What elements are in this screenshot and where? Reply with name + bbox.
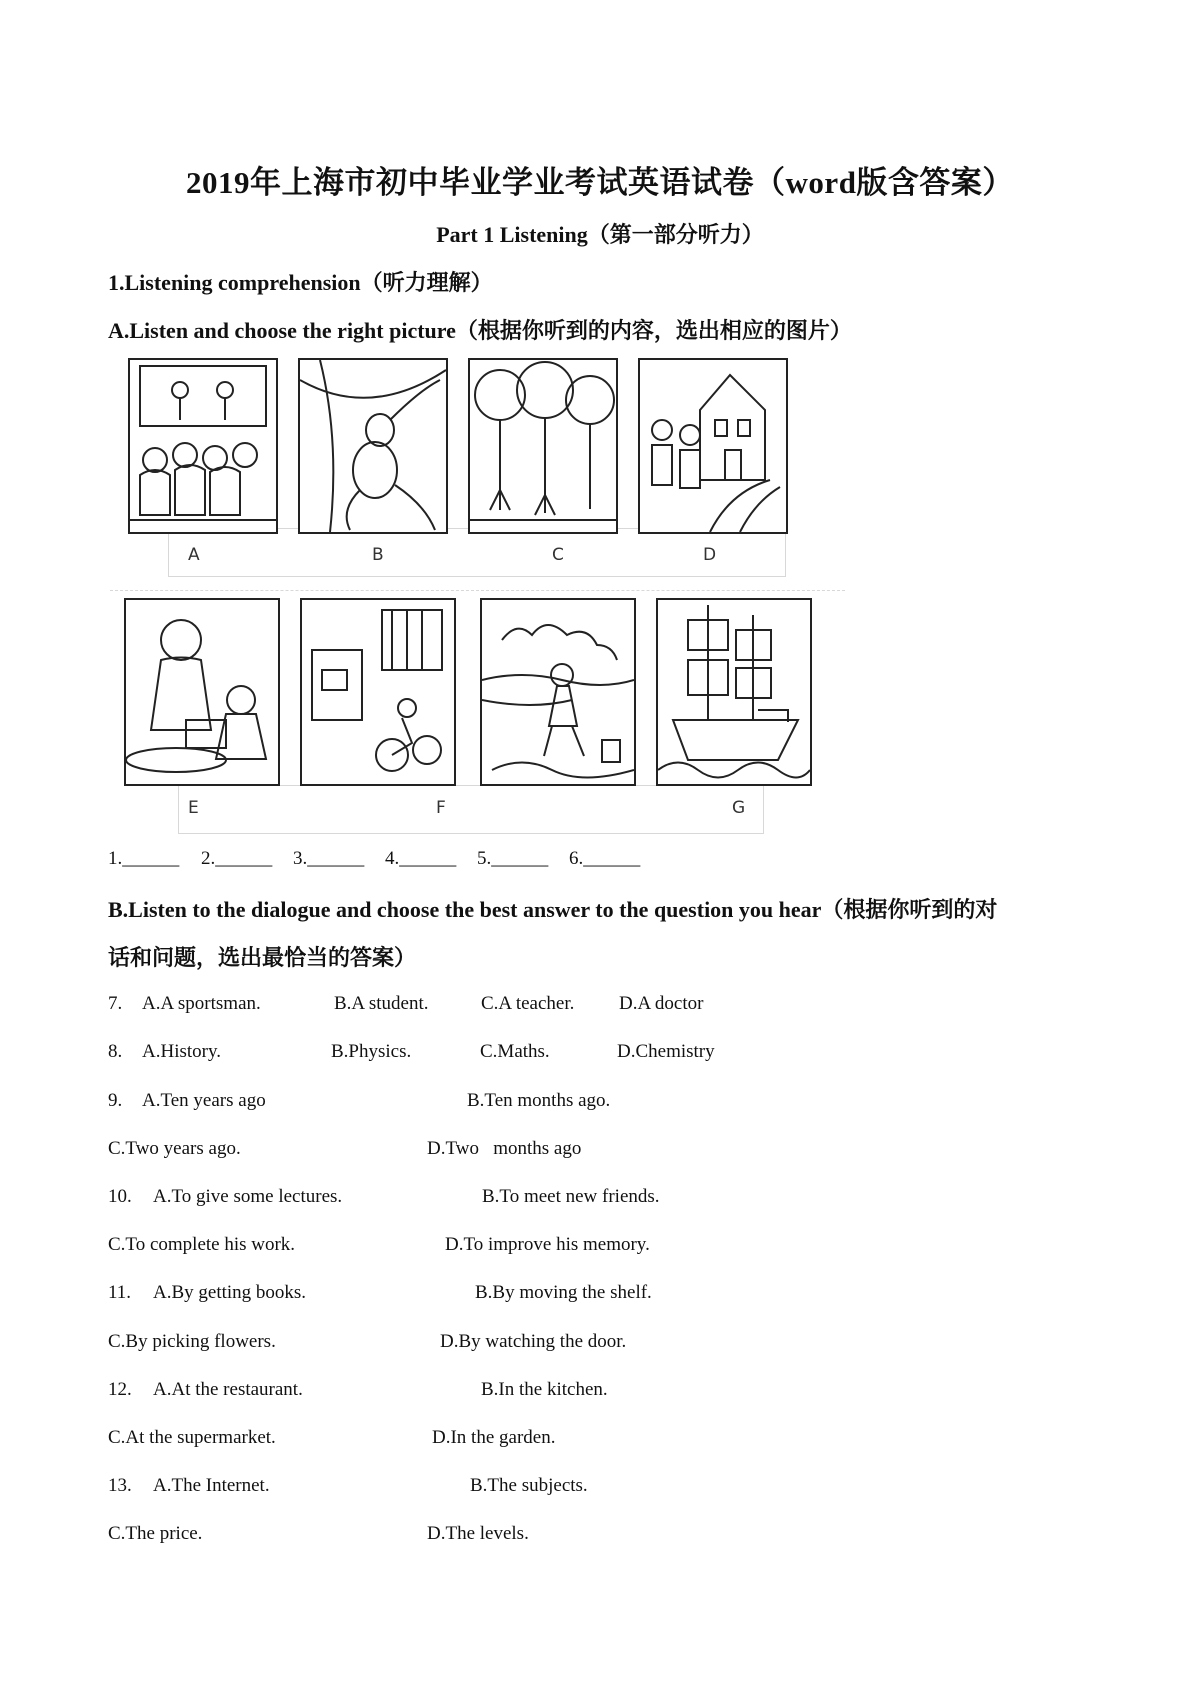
monkey-picture: [298, 358, 448, 534]
question-number: 12.: [108, 1379, 132, 1400]
section-b-heading: B.Listen to the dialogue and choose the best answer to the question you hear（根据你听到的对: [108, 897, 998, 922]
q8-option-a[interactable]: A.History.: [142, 1041, 221, 1062]
picture-label-a: A: [188, 545, 200, 565]
sailing-ship-picture: [656, 598, 812, 786]
q12-option-c[interactable]: C.At the supermarket.: [108, 1427, 276, 1448]
question-number: 7.: [108, 993, 123, 1014]
q13-option-c[interactable]: C.The price.: [108, 1523, 203, 1544]
puppet-show-picture: [128, 358, 278, 534]
q13-option-b[interactable]: B.The subjects.: [470, 1475, 588, 1496]
q9-option-c[interactable]: C.Two years ago.: [108, 1138, 241, 1159]
label-strip-row2: [178, 785, 764, 834]
beach-picture: [480, 598, 636, 786]
q9-option-d[interactable]: D.Two months ago: [427, 1138, 582, 1159]
q10-option-c[interactable]: C.To complete his work.: [108, 1234, 296, 1255]
row-divider: [110, 590, 845, 591]
picture-label-b: B: [372, 545, 384, 565]
answer-blank-1[interactable]: 1.______: [108, 848, 180, 869]
section-b-heading-cont: 话和问题，选出最恰当的答案）: [108, 945, 417, 970]
picture-label-c: C: [552, 545, 564, 565]
question-number: 9.: [108, 1090, 123, 1111]
q11-option-a[interactable]: A.By getting books.: [153, 1282, 307, 1303]
picture-label-f: F: [436, 798, 446, 818]
page-title: 2019年上海市初中毕业学业考试英语试卷（word版含答案）: [186, 165, 1014, 200]
question-number: 8.: [108, 1041, 123, 1062]
answer-blank-5[interactable]: 5.______: [477, 848, 549, 869]
forest-picture: [468, 358, 618, 534]
boy-bicycle-picture: [300, 598, 456, 786]
answer-blank-3[interactable]: 3.______: [293, 848, 365, 869]
q9-option-a[interactable]: A.Ten years ago: [142, 1090, 266, 1111]
answer-blank-4[interactable]: 4.______: [385, 848, 457, 869]
q7-option-d[interactable]: D.A doctor: [619, 993, 704, 1014]
picture-label-e: E: [188, 798, 199, 818]
section-a-heading: A.Listen and choose the right picture（根据你听到的内容，选出相应的图片）: [108, 318, 852, 343]
q10-option-a[interactable]: A.To give some lectures.: [153, 1186, 343, 1207]
q7-option-a[interactable]: A.A sportsman.: [142, 993, 261, 1014]
q13-option-d[interactable]: D.The levels.: [427, 1523, 529, 1544]
q8-option-b[interactable]: B.Physics.: [331, 1041, 412, 1062]
q10-option-d[interactable]: D.To improve his memory.: [445, 1234, 650, 1255]
question-number: 13.: [108, 1475, 132, 1496]
question-number: 10.: [108, 1186, 132, 1207]
q12-option-a[interactable]: A.At the restaurant.: [153, 1379, 303, 1400]
part-heading: Part 1 Listening（第一部分听力）: [436, 222, 764, 247]
q11-option-b[interactable]: B.By moving the shelf.: [475, 1282, 652, 1303]
q11-option-d[interactable]: D.By watching the door.: [440, 1331, 627, 1352]
q7-option-c[interactable]: C.A teacher.: [481, 993, 575, 1014]
q7-option-b[interactable]: B.A student.: [334, 993, 429, 1014]
question-number: 11.: [108, 1282, 132, 1303]
q12-option-b[interactable]: B.In the kitchen.: [481, 1379, 608, 1400]
children-house-picture: [638, 358, 788, 534]
q13-option-a[interactable]: A.The Internet.: [153, 1475, 270, 1496]
mother-daughter-picture: [124, 598, 280, 786]
q11-option-c[interactable]: C.By picking flowers.: [108, 1331, 276, 1352]
picture-label-g: G: [732, 798, 746, 818]
answer-blank-6[interactable]: 6.______: [569, 848, 641, 869]
answer-blank-2[interactable]: 2.______: [201, 848, 273, 869]
label-strip-row1: [168, 528, 786, 577]
q8-option-c[interactable]: C.Maths.: [480, 1041, 550, 1062]
q10-option-b[interactable]: B.To meet new friends.: [482, 1186, 660, 1207]
section-heading-listening: 1.Listening comprehension（听力理解）: [108, 270, 493, 295]
q8-option-d[interactable]: D.Chemistry: [617, 1041, 715, 1062]
q12-option-d[interactable]: D.In the garden.: [432, 1427, 556, 1448]
picture-label-d: D: [703, 545, 717, 565]
q9-option-b[interactable]: B.Ten months ago.: [467, 1090, 611, 1111]
